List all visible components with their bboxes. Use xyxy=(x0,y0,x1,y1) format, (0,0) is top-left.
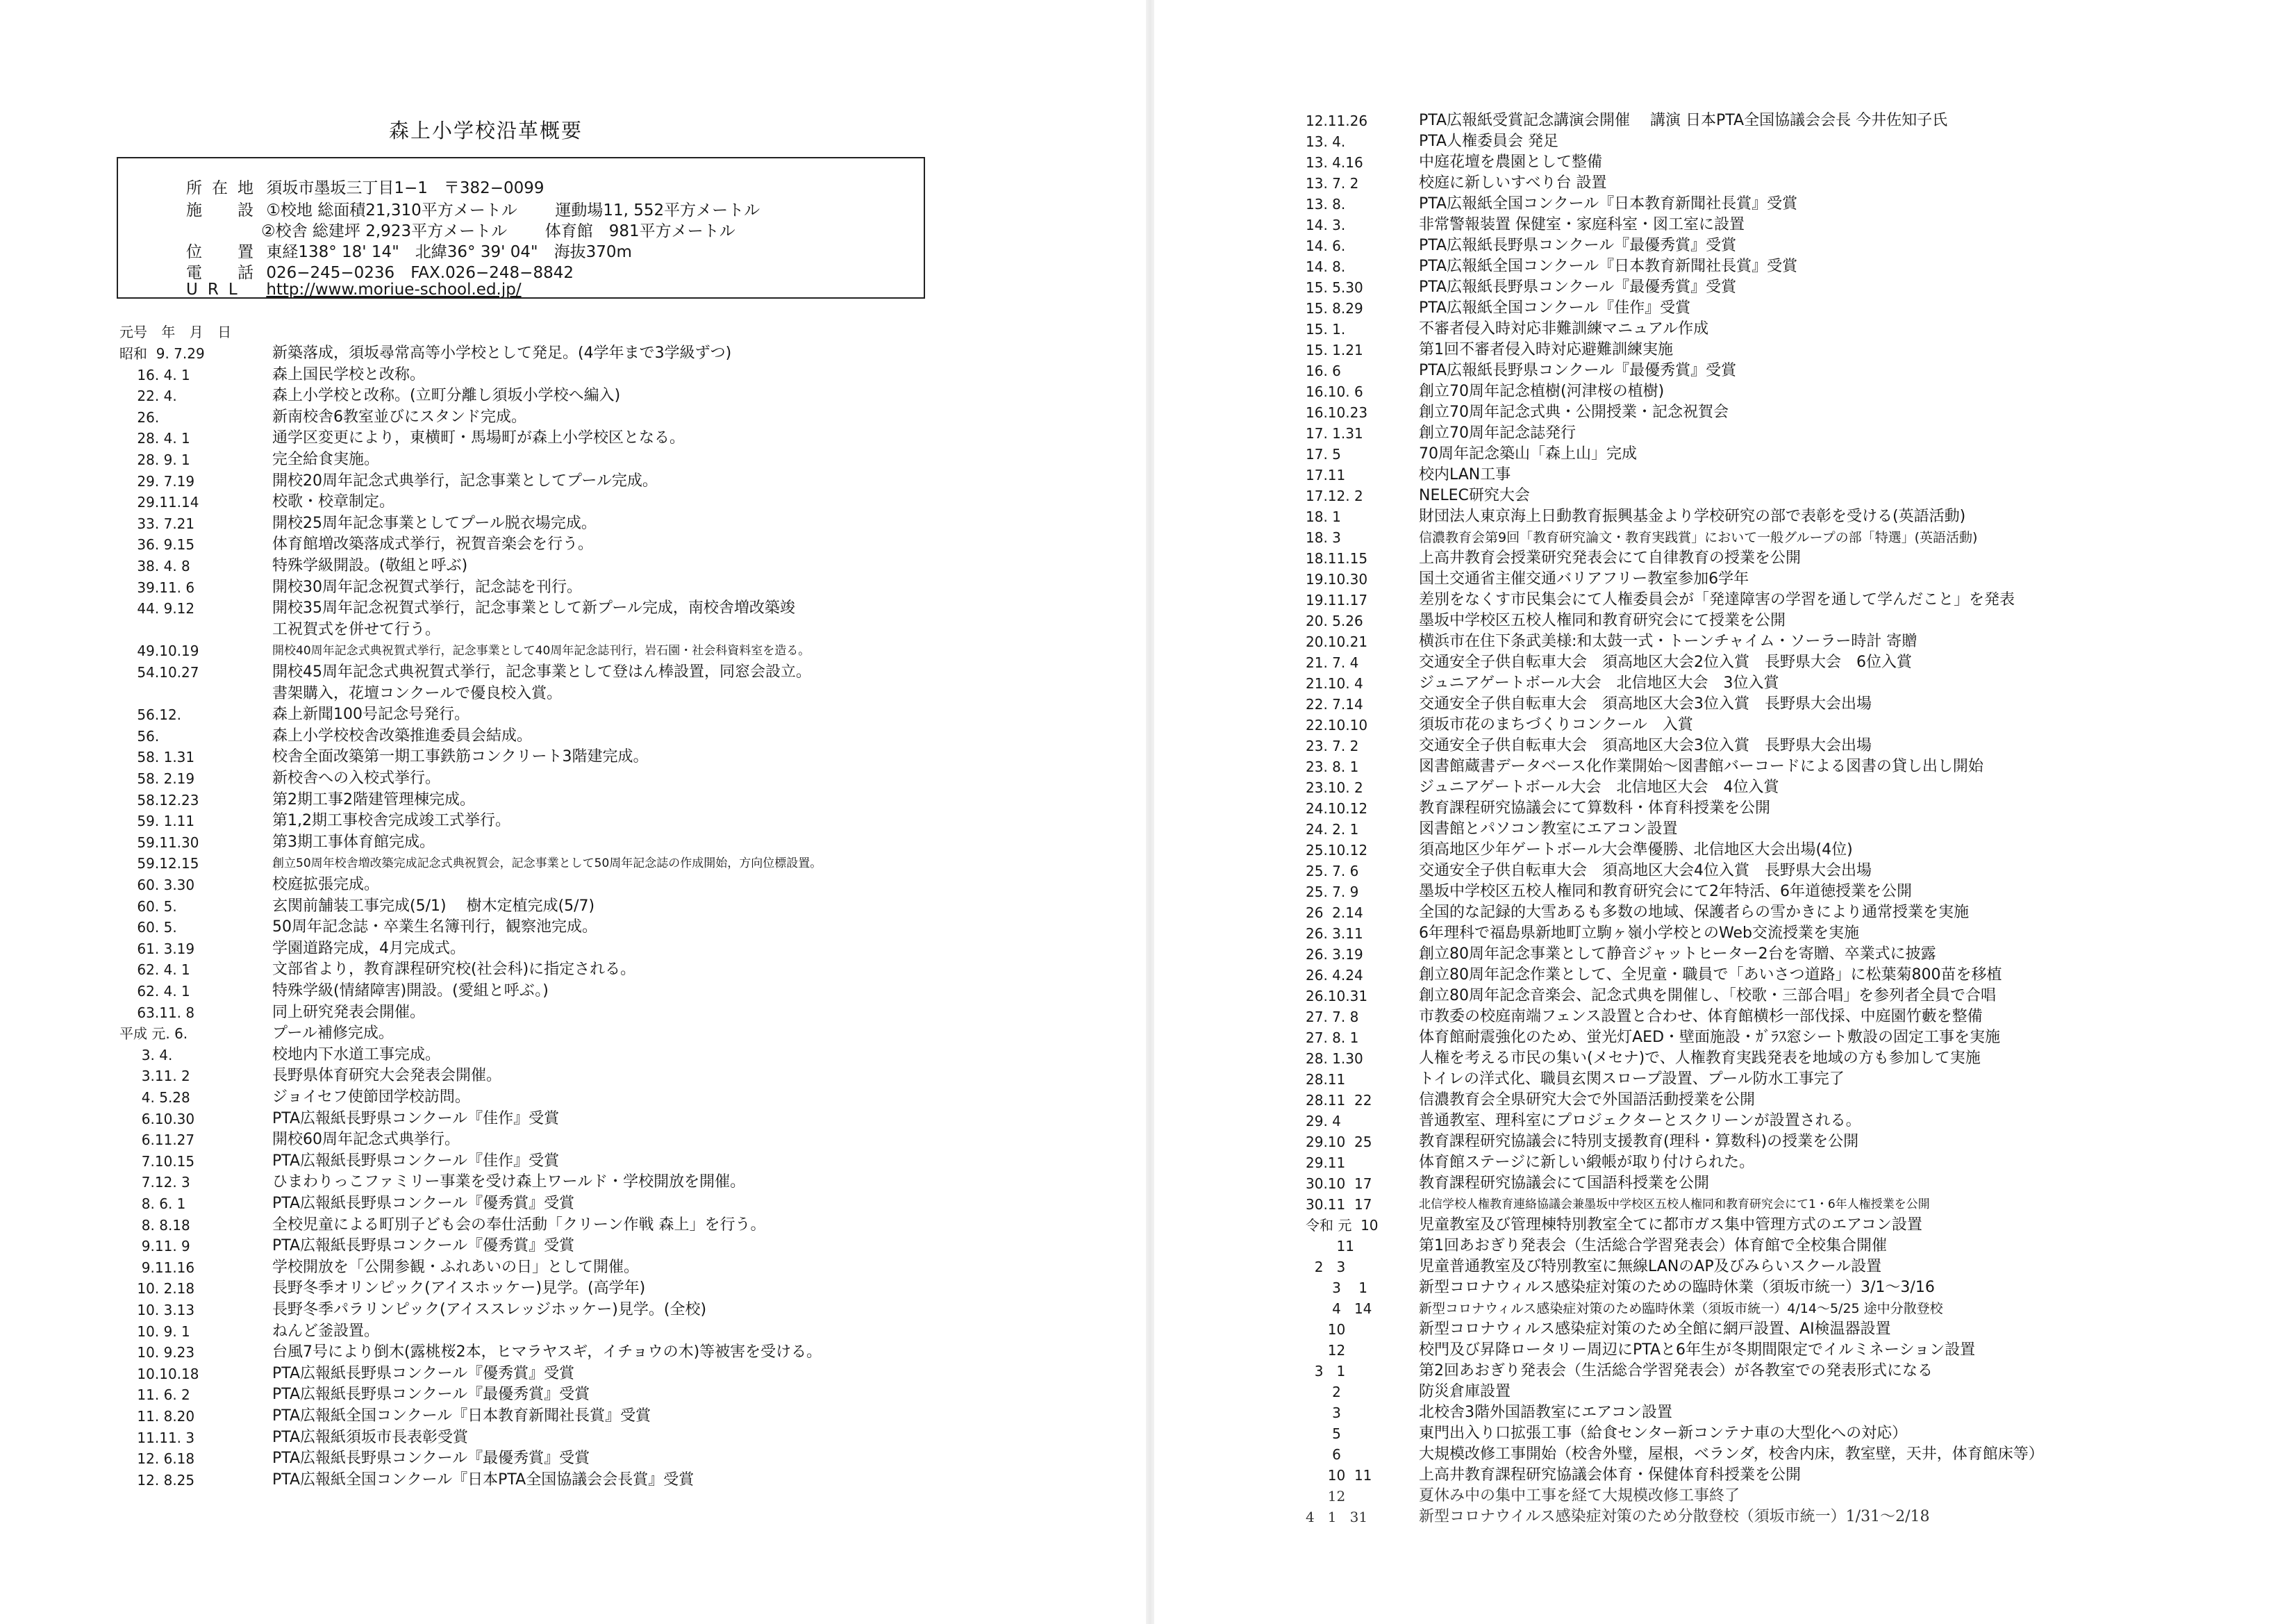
entry-text: 創立70周年記念式典・公開授業・記念祝賀会 xyxy=(1419,404,1729,421)
entry-date: 30.11 17 xyxy=(1306,1196,1372,1213)
entry-text: 6年理科で福島県新地町立駒ヶ嶺小学校とのWeb交流授業を実施 xyxy=(1419,925,1859,942)
entry-text: 校舎全面改築第一期工事鉄筋コンクリート3階建完成。 xyxy=(272,748,649,766)
entry-text: 新型コロナウィルス感染症対策のため臨時休業（須坂市統一）4/14〜5/25 途中分散登校 xyxy=(1419,1301,1943,1316)
entry-text: 長野県体育研究大会発表会開催。 xyxy=(272,1067,502,1085)
entry-text: PTA広報紙長野県コンクール『最優秀賞』受賞 xyxy=(1419,362,1737,379)
entry-text: 第2期工事2階建管理棟完成。 xyxy=(272,790,475,809)
col-day: 日 xyxy=(217,324,232,340)
entry-date: 12.11.26 xyxy=(1306,113,1368,129)
entry-text: プール補修完成。 xyxy=(272,1025,394,1043)
entry-date: 15. 8.29 xyxy=(1306,300,1363,317)
entry-date: 61. 3.19 xyxy=(119,940,195,957)
entry-text: 学校開放を「公開参観・ふれあいの日」として開催。 xyxy=(272,1258,640,1276)
entry-date: 28. 9. 1 xyxy=(119,451,190,468)
entry-text: 同上研究発表会開催。 xyxy=(272,1003,426,1021)
entry-text: 体育館耐震強化のため、蛍光灯AED・壁面施設・ｶﾞﾗｽ窓シート敷設の固定工事を実施 xyxy=(1419,1029,2001,1046)
entry-text: 玄関前舗装工事完成(5/1) 樹木定植完成(5/7) xyxy=(272,897,595,915)
col-month: 月 xyxy=(189,324,203,340)
entry-date: 29. 4 xyxy=(1306,1113,1341,1129)
entry-text: 開校20周年記念式典挙行，記念事業としてプール完成。 xyxy=(272,472,658,490)
address-row xyxy=(186,175,544,197)
entry-date: 30.10 17 xyxy=(1306,1175,1372,1192)
entry-text: 通学区変更により，東横町・馬場町が森上小学校区となる。 xyxy=(272,429,685,447)
entry-text: PTA広報紙長野県コンクール『最優秀賞』受賞 xyxy=(1419,237,1737,254)
entry-date: 33. 7.21 xyxy=(119,515,195,532)
entry-text: 長野冬季オリンピック(アイスホッケー)見学。(高学年) xyxy=(272,1279,646,1298)
phone-label: 電 話 xyxy=(186,264,263,282)
entry-text: 特殊学級開設。(敬組と呼ぶ) xyxy=(272,557,468,574)
entry-date: 14. 8. xyxy=(1306,258,1346,275)
entry-text: 70周年記念築山「森上山」完成 xyxy=(1419,445,1637,463)
entry-date: 13. 8. xyxy=(1306,196,1346,213)
entry-date: 16.10.23 xyxy=(1306,404,1368,421)
facility-row-1 xyxy=(186,197,760,217)
entry-date: 6 xyxy=(1306,1446,1341,1463)
entry-date: 3.11. 2 xyxy=(119,1068,190,1085)
entry-date: 12 xyxy=(1306,1488,1346,1505)
entry-text: 開校60周年記念式典挙行。 xyxy=(272,1131,460,1149)
entry-date: 29.10 25 xyxy=(1306,1134,1372,1150)
entry-text: 普通教室、理科室にプロジェクターとスクリーンが設置される。 xyxy=(1419,1112,1861,1129)
entry-text: 体育館ステージに新しい緞帳が取り付けられた。 xyxy=(1419,1154,1755,1171)
facility-label: 施 設 xyxy=(186,201,263,219)
address-value: 須坂市墨坂三丁目1−1 〒382−0099 xyxy=(266,179,544,197)
entry-text: 新校舎への入校式挙行。 xyxy=(272,770,441,787)
entry-date: 58.12.23 xyxy=(119,791,199,809)
entry-text: 全国的な記録的大雪あるも多数の地域、保護者らの雪かきにより通常授業を実施 xyxy=(1419,904,1970,921)
entry-text: 中庭花壇を農園として整備 xyxy=(1419,154,1603,171)
entry-date: 21.10. 4 xyxy=(1306,675,1363,692)
entry-text: 信濃教育会第9回「教育研究論文・教育実践賞」において一般グループの部「特選」(英語活動) xyxy=(1419,530,1978,545)
entry-date: 12. 6.18 xyxy=(119,1450,195,1468)
entry-text: 創立70周年記念誌発行 xyxy=(1419,424,1576,442)
entry-date: 59.12.15 xyxy=(119,855,199,872)
col-era: 元号 xyxy=(119,324,147,340)
entry-text: 特殊学級(情緒障害)開設。(愛組と呼ぶ。) xyxy=(272,982,549,1000)
entry-date: 10. 3.13 xyxy=(119,1302,195,1318)
entry-date: 56. xyxy=(119,727,160,745)
entry-date: 3 1 xyxy=(1306,1363,1346,1379)
entry-date: 12 xyxy=(1306,1342,1346,1359)
entry-date: 25.10.12 xyxy=(1306,842,1368,859)
entry-text: 森上新聞100号記念号発行。 xyxy=(272,706,469,724)
entry-text: PTA広報紙長野県コンクール『最優秀賞』受賞 xyxy=(272,1386,590,1404)
entry-date: 12. 8.25 xyxy=(119,1471,195,1489)
entry-text: 須高地区少年ゲートボール大会準優勝、北信地区大会出場(4位) xyxy=(1419,841,1853,859)
entry-text: 開校30周年記念祝賀式挙行，記念誌を刊行。 xyxy=(272,578,582,596)
entry-text: 開校35周年記念祝賀式挙行，記念事業として新プール完成，南校舎増改築竣 xyxy=(272,599,795,618)
entry-date: 18. 3 xyxy=(1306,529,1341,546)
entry-date: 20.10.21 xyxy=(1306,633,1368,650)
entry-date: 17.11 xyxy=(1306,467,1346,483)
entry-text: 横浜市在住下条武美様:和太鼓一式・トーンチャイム・ソーラー時計 寄贈 xyxy=(1419,633,1918,650)
address-label: 所在地 xyxy=(186,179,263,197)
entry-date: 16. 4. 1 xyxy=(119,366,190,383)
entry-date: 19.10.30 xyxy=(1306,571,1368,588)
entry-date: 23.10. 2 xyxy=(1306,779,1363,796)
entry-date: 20. 5.26 xyxy=(1306,613,1363,629)
entry-text: 開校45周年記念式典祝賀式挙行，記念事業として登はん棒設置，同窓会設立。 xyxy=(272,663,811,681)
entry-text: 交通安全子供自転車大会 須高地区大会3位入賞 長野県大会出場 xyxy=(1419,695,1872,713)
entry-text: 第1回あおぎり発表会（生活総合学習発表会）体育館で全校集合開催 xyxy=(1419,1237,1887,1254)
entry-date: 15. 1. xyxy=(1306,321,1346,338)
left-page xyxy=(0,0,1146,1624)
entry-date: 26. xyxy=(119,408,160,426)
entry-date: 11. 6. 2 xyxy=(119,1386,190,1404)
phone-value: 026−245−0236 FAX.026−248−8842 xyxy=(266,264,574,282)
entry-date: 21. 7. 4 xyxy=(1306,654,1359,671)
phone-row xyxy=(186,260,574,282)
entry-text: 開校25周年記念事業としてプール脱衣場完成。 xyxy=(272,514,597,532)
entry-text: 新築落成，須坂尋常高等小学校として発足。(4学年まで3学級ずつ) xyxy=(272,345,732,362)
entry-date: 26 2.14 xyxy=(1306,904,1363,921)
facility-2b-value: 体育館 981平方メートル xyxy=(544,222,735,240)
entry-text: 体育館増改築落成式挙行，祝賀音楽会を行う。 xyxy=(272,536,594,554)
entry-date: 6.11.27 xyxy=(119,1132,195,1149)
location-row xyxy=(186,239,632,261)
entry-date: 17.12. 2 xyxy=(1306,488,1363,504)
entry-date: 36. 9.15 xyxy=(119,536,195,554)
entry-date: 56.12. xyxy=(119,706,182,724)
entry-text: 第3期工事体育館完成。 xyxy=(272,833,435,851)
entry-text: 創立50周年校舎増改築完成記念式典祝賀会，記念事業として50周年記念誌の作成開始，方向位標設置。 xyxy=(272,856,822,871)
entry-date: 24. 2. 1 xyxy=(1306,821,1359,838)
url-row xyxy=(186,281,522,300)
page-gutter xyxy=(1146,0,1154,1624)
entry-date: 15. 5.30 xyxy=(1306,279,1363,296)
entry-date: 9.11. 9 xyxy=(119,1238,190,1255)
entry-date: 11. 8.20 xyxy=(119,1408,195,1425)
entry-date: 16. 6 xyxy=(1306,363,1341,379)
entry-date: 27. 7. 8 xyxy=(1306,1009,1359,1025)
entry-date: 7.12. 3 xyxy=(119,1174,190,1191)
entry-text: 創立80周年記念作業として、全児童・職員で「あいさつ道路」に松葉菊800苗を移植 xyxy=(1419,966,2002,984)
entry-text: 文部省より，教育課程研究校(社会科)に指定される。 xyxy=(272,961,636,979)
entry-text: 創立80周年記念事業として静音ジャットヒーター2台を寄贈、卒業式に披露 xyxy=(1419,945,1936,963)
entry-date: 28. 1.30 xyxy=(1306,1050,1363,1067)
entry-text: PTA広報紙全国コンクール『日本PTA全国協議会会長賞』受賞 xyxy=(272,1470,694,1489)
entry-date: 38. 4. 8 xyxy=(119,558,190,574)
entry-date: 10. 9.23 xyxy=(119,1344,195,1361)
entry-text: 第2回あおぎり発表会（生活総合学習発表会）が各教室での発表形式になる xyxy=(1419,1362,1933,1379)
entry-text: ジュニアゲートボール大会 北信地区大会 3位入賞 xyxy=(1419,674,1779,692)
school-url-link[interactable]: http://www.moriue-school.ed.jp/ xyxy=(266,281,522,299)
entry-text: ジョイセフ使節団学校訪問。 xyxy=(272,1088,470,1106)
entry-text: 図書館とパソコン教室にエアコン設置 xyxy=(1419,820,1678,838)
entry-date: 4 14 xyxy=(1306,1300,1372,1317)
entry-date: 44. 9.12 xyxy=(119,600,195,618)
entry-date: 58. 1.31 xyxy=(119,749,195,766)
entry-text: 校庭に新しいすべり台 設置 xyxy=(1419,174,1607,192)
column-header xyxy=(119,321,241,341)
entry-date: 15. 1.21 xyxy=(1306,342,1363,358)
entry-date: 平成 元. 6. xyxy=(119,1025,188,1043)
entry-date: 9.11.16 xyxy=(119,1259,195,1276)
entry-text: 北校舎3階外国語教室にエアコン設置 xyxy=(1419,1404,1672,1421)
entry-text: PTA広報紙長野県コンクール『優秀賞』受賞 xyxy=(272,1364,575,1382)
facility-2-value: ②校舎 総建坪 2,923平方メートル xyxy=(261,222,508,240)
entry-date: 11 xyxy=(1306,1238,1354,1254)
entry-date: 13. 4. xyxy=(1306,133,1346,150)
entry-date: 7.10.15 xyxy=(119,1152,195,1170)
entry-text: 交通安全子供自転車大会 須高地区大会2位入賞 長野県大会 6位入賞 xyxy=(1419,654,1912,671)
entry-text: 長野冬季パラリンピック(アイススレッジホッケー)見学。(全校) xyxy=(272,1301,707,1318)
entry-date: 8. 8.18 xyxy=(119,1216,190,1234)
entry-text: 校庭拡張完成。 xyxy=(272,876,380,893)
entry-text: 財団法人東京海上日動教育振興基金より学校研究の部で表彰を受ける(英語活動) xyxy=(1419,508,1966,525)
entry-text: PTA人権委員会 発足 xyxy=(1419,133,1559,150)
entry-text: 第1,2期工事校舎完成竣工式挙行。 xyxy=(272,812,510,830)
entry-text: 北信学校人権教育連絡協議会兼墨坂中学校区五校人権同和教育研究会にて1・6年人権授業を公開 xyxy=(1419,1198,1930,1211)
entry-text: 差別をなくす市民集会にて人権委員会が「発達障害の学習を通して学んだこと」を発表 xyxy=(1419,591,2015,608)
entry-date: 17. 1.31 xyxy=(1306,425,1363,442)
entry-date: 23. 7. 2 xyxy=(1306,738,1359,754)
entry-date: 22. 7.14 xyxy=(1306,696,1363,713)
entry-text: 台風7号により倒木(露桃桜2本，ヒマラヤスギ，イチョウの木)等被害を受ける。 xyxy=(272,1343,822,1361)
entry-text: 森上小学校と改称。(立町分離し須坂小学校へ編入) xyxy=(272,387,621,405)
entry-text: 防災倉庫設置 xyxy=(1419,1383,1511,1400)
entry-text: 新型コロナウイルス感染症対策のため分散登校（須坂市統一）1/31〜2/18 xyxy=(1419,1508,1930,1525)
entry-date: 3 xyxy=(1306,1405,1341,1421)
entry-date: 25. 7. 6 xyxy=(1306,863,1359,879)
entry-text: 交通安全子供自転車大会 須高地区大会4位入賞 長野県大会出場 xyxy=(1419,862,1872,879)
entry-date: 60. 5. xyxy=(119,897,177,915)
entry-text: PTA広報紙全国コンクール『日本教育新聞社長賞』受賞 xyxy=(1419,195,1798,213)
entry-text: PTA広報紙須坂市長表彰受賞 xyxy=(272,1428,469,1446)
entry-date: 26. 3.11 xyxy=(1306,925,1363,942)
entry-date: 3 1 xyxy=(1306,1279,1368,1296)
entry-text: 50周年記念誌・卒業生名簿刊行，観察池完成。 xyxy=(272,918,597,936)
entry-text: PTA広報紙長野県コンクール『優秀賞』受賞 xyxy=(272,1195,575,1212)
entry-text: 新南校舎6教室並びにスタンド完成。 xyxy=(272,408,526,426)
entry-date: 29. 7.19 xyxy=(119,472,195,490)
entry-text: 創立80周年記念音楽会、記念式典を開催し、「校歌・三部合唱」を参列者全員で合唱 xyxy=(1419,987,1996,1004)
entry-date: 10 11 xyxy=(1306,1467,1372,1484)
entry-date: 60. 5. xyxy=(119,919,177,936)
facility-row-2 xyxy=(261,218,735,238)
entry-date: 10 xyxy=(1306,1321,1346,1338)
entry-text: 非常警報装置 保健室・家庭科室・図工室に設置 xyxy=(1419,216,1745,233)
entry-text: 全校児童による町別子ども会の奉仕活動「クリーン作戦 森上」を行う。 xyxy=(272,1216,766,1234)
entry-text: PTA広報紙長野県コンクール『優秀賞』受賞 xyxy=(272,1237,575,1255)
entry-text: 教育課程研究協議会にて算数科・体育科授業を公開 xyxy=(1419,799,1771,817)
entry-date: 19.11.17 xyxy=(1306,592,1368,608)
entry-text: 校内LAN工事 xyxy=(1419,466,1511,483)
col-year: 年 xyxy=(161,324,176,340)
entry-text: 教育課程研究協議会に特別支援教育(理科・算数科)の授業を公開 xyxy=(1419,1133,1859,1150)
entry-date: 29.11.14 xyxy=(119,494,199,511)
entry-text: 開校40周年記念式典祝賀式挙行，記念事業として40周年記念誌刊行，岩石園・社会科資料室を造る。 xyxy=(272,644,810,658)
entry-date: 16.10. 6 xyxy=(1306,383,1363,400)
entry-date: 5 xyxy=(1306,1425,1341,1442)
entry-text: ジュニアゲートボール大会 北信地区大会 4位入賞 xyxy=(1419,779,1779,796)
entry-text: 森上小学校校舎改築推進委員会結成。 xyxy=(272,727,533,745)
entry-date: 27. 8. 1 xyxy=(1306,1029,1359,1046)
entry-text: 図書館蔵書データベース化作業開始〜図書館バーコードによる図書の貸し出し開始 xyxy=(1419,758,1983,775)
entry-date: 6.10.30 xyxy=(119,1110,195,1127)
entry-date: 26. 4.24 xyxy=(1306,967,1363,984)
entry-text: 市教委の校庭南端フェンス設置と合わせ、体育館横杉一部伐採、中庭園竹藪を整備 xyxy=(1419,1008,1983,1025)
entry-date: 25. 7. 9 xyxy=(1306,884,1359,900)
entry-text: 墨坂中学校区五校人権同和教育研究会にて2年特活、6年道徳授業を公開 xyxy=(1419,883,1912,900)
facility-1b-value: 運動場11, 552平方メートル xyxy=(555,201,760,219)
entry-text: PTA広報紙全国コンクール『日本教育新聞社長賞』受賞 xyxy=(272,1407,651,1425)
entry-text: 交通安全子供自転車大会 須高地区大会3位入賞 長野県大会出場 xyxy=(1419,737,1872,754)
entry-text: 工祝賀式を併せて行う。 xyxy=(272,620,441,638)
entry-text: ひまわりっこファミリー事業を受け森上ワールド・学校開放を開催。 xyxy=(272,1173,746,1191)
entry-date: 10. 9. 1 xyxy=(119,1323,190,1340)
entry-text: ねんど釜設置。 xyxy=(272,1322,380,1340)
entry-text: 新型コロナウィルス感染症対策のため全館に網戸設置、AI検温器設置 xyxy=(1419,1320,1891,1338)
entry-text: 人権を考える市民の集い(メセナ)で、人権教育実践発表を地域の方も参加して実施 xyxy=(1419,1050,1981,1067)
entry-date: 62. 4. 1 xyxy=(119,983,190,1000)
entry-date: 58. 2.19 xyxy=(119,770,195,787)
url-label: URL xyxy=(186,281,247,299)
entry-date: 49.10.19 xyxy=(119,643,199,660)
entry-date: 62. 4. 1 xyxy=(119,961,190,979)
entry-text: 墨坂中学校区五校人権同和教育研究会にて授業を公開 xyxy=(1419,612,1786,629)
entry-text: PTA広報紙受賞記念講演会開催 講演 日本PTA全国協議会会長 今井佐知子氏 xyxy=(1419,112,1948,129)
entry-date: 昭和 9. 7.29 xyxy=(119,345,205,362)
entry-text: 児童教室及び管理棟特別教室全てに都市ガス集中管理方式のエアコン設置 xyxy=(1419,1216,1922,1234)
entry-date: 28.11 22 xyxy=(1306,1092,1372,1109)
entry-text: 東門出入り口拡張工事（給食センター新コンテナ車の大型化への対応） xyxy=(1419,1425,1908,1442)
entry-date: 13. 4.16 xyxy=(1306,154,1363,171)
entry-text: 大規模改修工事開始（校舎外璧，屋根，ベランダ，校舎内床，教室壁，天井，体育館床等） xyxy=(1419,1445,2044,1463)
entry-date: 26. 3.19 xyxy=(1306,946,1363,963)
entry-text: 児童普通教室及び特別教室に無線LANのAP及びみらいスクール設置 xyxy=(1419,1258,1882,1275)
entry-date: 28.11 xyxy=(1306,1071,1346,1088)
entry-text: 不審者侵入時対応非難訓練マニュアル作成 xyxy=(1419,320,1709,338)
entry-date: 14. 6. xyxy=(1306,238,1346,254)
entry-date: 8. 6. 1 xyxy=(119,1195,186,1212)
entry-date: 2 xyxy=(1306,1384,1341,1400)
entry-date: 24.10.12 xyxy=(1306,800,1368,817)
entry-text: PTA広報紙長野県コンクール『佳作』受賞 xyxy=(272,1109,560,1127)
page-title: 森上小学校沿革概要 xyxy=(389,119,583,142)
entry-text: 創立70周年記念植樹(河津桜の植樹) xyxy=(1419,383,1665,400)
entry-date: 4. 5.28 xyxy=(119,1089,190,1106)
entry-text: 新型コロナウィルス感染症対策のための臨時休業（須坂市統一）3/1〜3/16 xyxy=(1419,1279,1935,1296)
entry-date: 18.11.15 xyxy=(1306,550,1368,567)
entry-text: 須坂市花のまちづくりコンクール 入賞 xyxy=(1419,716,1693,734)
entry-text: PTA広報紙長野県コンクール『佳作』受賞 xyxy=(272,1152,560,1170)
entry-text: 校地内下水道工事完成。 xyxy=(272,1045,441,1063)
location-label: 位 置 xyxy=(186,243,263,261)
entry-text: PTA広報紙全国コンクール『日本教育新聞社長賞』受賞 xyxy=(1419,258,1798,275)
entry-text: 完全給食実施。 xyxy=(272,451,380,468)
entry-text: PTA広報紙長野県コンクール『最優秀賞』受賞 xyxy=(1419,279,1737,296)
entry-date: 18. 1 xyxy=(1306,508,1341,525)
entry-date: 22. 4. xyxy=(119,388,177,405)
entry-text: 第1回不審者侵入時対応避難訓練実施 xyxy=(1419,341,1673,358)
entry-date: 63.11. 8 xyxy=(119,1004,195,1021)
entry-date: 22.10.10 xyxy=(1306,717,1368,734)
entry-date: 14. 3. xyxy=(1306,217,1346,233)
entry-date: 39.11. 6 xyxy=(119,579,195,596)
entry-date: 59. 1.11 xyxy=(119,813,195,830)
entry-text: PTA広報紙長野県コンクール『最優秀賞』受賞 xyxy=(272,1450,590,1468)
entry-date: 令和 元 10 xyxy=(1306,1217,1379,1234)
entry-date: 2 3 xyxy=(1306,1259,1346,1275)
entry-date: 11.11. 3 xyxy=(119,1429,195,1446)
entry-date: 29.11 xyxy=(1306,1154,1346,1171)
entry-date: 13. 7. 2 xyxy=(1306,175,1359,192)
entry-text: 学園道路完成，4月完成式。 xyxy=(272,939,465,957)
entry-date: 10. 2.18 xyxy=(119,1280,195,1298)
entry-date: 28. 4. 1 xyxy=(119,430,190,447)
entry-text: 校門及び昇降ロータリー周辺にPTAと6年生が冬期間限定でイルミネーション設置 xyxy=(1419,1341,1976,1359)
entry-text: トイレの洋式化、職員玄関スロープ設置、プール防水工事完了 xyxy=(1419,1070,1845,1088)
entry-date: 54.10.27 xyxy=(119,664,199,681)
entry-date: 17. 5 xyxy=(1306,446,1341,463)
entry-text: 信濃教育会全県研究大会で外国語活動授業を公開 xyxy=(1419,1091,1756,1109)
entry-text: 国土交通省主催交通バリアフリー教室参加6学年 xyxy=(1419,570,1749,588)
facility-1-value: ①校地 総面積21,310平方メートル xyxy=(266,201,517,219)
entry-text: 教育課程研究協議会にて国語科授業を公開 xyxy=(1419,1175,1710,1192)
location-value: 東経138° 18' 14" 北緯36° 39' 04" 海抜370m xyxy=(266,243,632,261)
entry-date: 23. 8. 1 xyxy=(1306,759,1359,775)
entry-text: 書架購入，花壇コンクールで優良校入賞。 xyxy=(272,684,563,702)
entry-text: 夏休み中の集中工事を経て大規模改修工事終了 xyxy=(1419,1487,1740,1505)
entry-date: 3. 4. xyxy=(119,1046,173,1063)
entry-date: 10.10.18 xyxy=(119,1365,199,1382)
entry-date: 4 1 31 xyxy=(1306,1509,1368,1525)
entry-text: 森上国民学校と改称。 xyxy=(272,365,426,383)
entry-date: 26.10.31 xyxy=(1306,988,1368,1004)
entry-date: 59.11.30 xyxy=(119,834,199,851)
entry-text: 校歌・校章制定。 xyxy=(272,493,395,511)
entry-text: 上高井教育課程研究協議会体育・保健体育科授業を公開 xyxy=(1419,1466,1802,1484)
entry-text: 上高井教育会授業研究発表会にて自律教育の授業を公開 xyxy=(1419,549,1802,567)
entry-text: NELEC研究大会 xyxy=(1419,487,1530,504)
entry-text: PTA広報紙全国コンクール『佳作』受賞 xyxy=(1419,299,1691,317)
entry-date: 60. 3.30 xyxy=(119,877,195,893)
